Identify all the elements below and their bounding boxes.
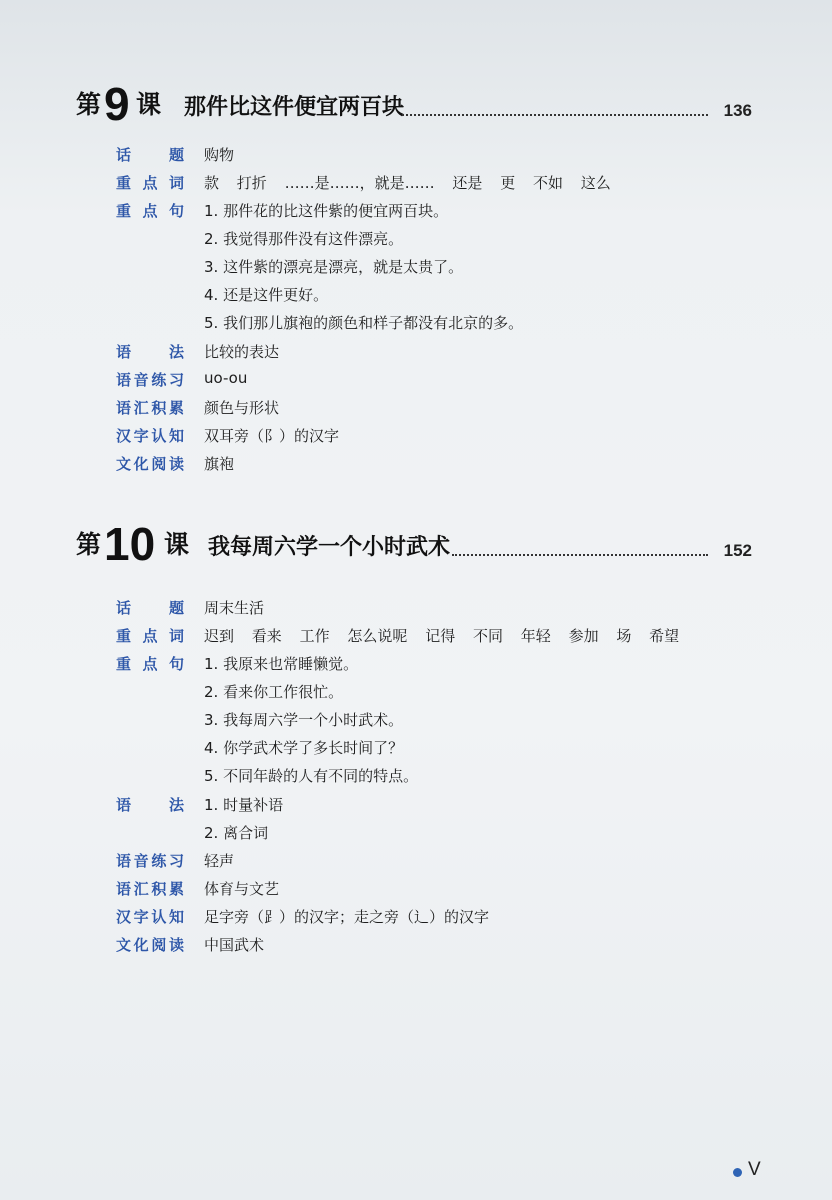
label-vocabulary: 语汇积累 <box>116 880 184 898</box>
lesson-number: 10 <box>104 518 156 570</box>
label-pronunciation: 语音练习 <box>116 852 184 870</box>
value-pronunciation: uo-ou <box>204 369 248 387</box>
label-topic: 话 题 <box>116 146 184 164</box>
lesson-heading <box>76 75 752 130</box>
key-sentence: 1. 那件花的比这件紫的便宜两百块。 <box>204 202 449 220</box>
key-word: 还是 <box>452 174 483 192</box>
key-word: ……是……，就是…… <box>284 174 435 192</box>
value-culture: 旗袍 <box>204 455 235 473</box>
key-sentence: 4. 还是这件更好。 <box>204 286 329 304</box>
value-characters: 足字旁（⻊）的汉字；走之旁（⻌）的汉字 <box>204 908 490 926</box>
lesson-title: 那件比这件便宜两百块 <box>184 95 405 120</box>
lesson-title: 我每周六学一个小时武术 <box>208 535 451 560</box>
key-word: 款 <box>204 174 220 192</box>
bullet-dot-icon <box>733 1168 742 1177</box>
label-key-sentences: 重点句 <box>116 202 184 220</box>
key-word: 怎么说呢 <box>347 627 408 645</box>
lesson-page-number: 136 <box>723 101 752 120</box>
lesson-10 <box>76 515 752 570</box>
value-key-words <box>204 625 692 646</box>
key-sentence: 2. 我觉得那件没有这件漂亮。 <box>204 230 404 248</box>
key-word: 希望 <box>649 627 680 645</box>
key-word: 记得 <box>425 627 456 645</box>
key-sentence: 1. 我原来也常睡懒觉。 <box>204 655 359 673</box>
label-culture: 文化阅读 <box>116 936 184 954</box>
key-sentence: 5. 不同年龄的人有不同的特点。 <box>204 767 419 785</box>
key-word: 更 <box>500 174 516 192</box>
value-pronunciation: 轻声 <box>204 852 235 870</box>
value-grammar: 2. 离合词 <box>204 824 269 842</box>
value-vocabulary: 体育与文艺 <box>204 880 280 898</box>
key-word: 场 <box>616 627 632 645</box>
value-vocabulary: 颜色与形状 <box>204 399 280 417</box>
value-key-words <box>204 172 624 193</box>
key-sentence: 2. 看来你工作很忙。 <box>204 683 344 701</box>
key-word: 打折 <box>236 174 267 192</box>
label-pronunciation: 语音练习 <box>116 371 184 389</box>
key-sentence: 4. 你学武术学了多长时间了？ <box>204 739 404 757</box>
label-key-sentences: 重点句 <box>116 655 184 673</box>
key-word: 工作 <box>299 627 330 645</box>
lesson-suffix: 课 <box>136 90 162 119</box>
key-sentence: 3. 我每周六学一个小时武术。 <box>204 711 404 729</box>
label-characters: 汉字认知 <box>116 427 184 445</box>
key-word: 看来 <box>251 627 282 645</box>
key-word: 不如 <box>532 174 563 192</box>
lesson-number: 9 <box>104 78 130 130</box>
leader-dots <box>452 554 708 556</box>
label-key-words: 重点词 <box>116 627 184 645</box>
label-grammar: 语 法 <box>116 343 184 361</box>
label-characters: 汉字认知 <box>116 908 184 926</box>
lesson-suffix: 课 <box>164 530 190 559</box>
value-grammar: 1. 时量补语 <box>204 796 284 814</box>
label-key-words: 重点词 <box>116 174 184 192</box>
leader-dots <box>402 114 708 116</box>
lesson-prefix: 第 <box>76 90 102 119</box>
value-topic: 购物 <box>204 146 235 164</box>
value-topic: 周末生活 <box>204 599 265 617</box>
value-culture: 中国武术 <box>204 936 265 954</box>
key-word: 年轻 <box>520 627 551 645</box>
lesson-9 <box>76 75 752 130</box>
lesson-prefix: 第 <box>76 530 102 559</box>
page-numeral: V <box>748 1159 761 1180</box>
lesson-page-number: 152 <box>723 541 752 560</box>
key-word: 不同 <box>472 627 503 645</box>
key-sentence: 5. 我们那儿旗袍的颜色和样子都没有北京的多。 <box>204 314 524 332</box>
key-word: 迟到 <box>204 627 235 645</box>
lesson-heading <box>76 515 752 570</box>
label-culture: 文化阅读 <box>116 455 184 473</box>
value-characters: 双耳旁（阝）的汉字 <box>204 427 340 445</box>
label-vocabulary: 语汇积累 <box>116 399 184 417</box>
value-grammar: 比较的表达 <box>204 343 280 361</box>
label-grammar: 语 法 <box>116 796 184 814</box>
key-sentence: 3. 这件紫的漂亮是漂亮，就是太贵了。 <box>204 258 464 276</box>
key-word: 这么 <box>580 174 611 192</box>
label-topic: 话 题 <box>116 599 184 617</box>
key-word: 参加 <box>568 627 599 645</box>
